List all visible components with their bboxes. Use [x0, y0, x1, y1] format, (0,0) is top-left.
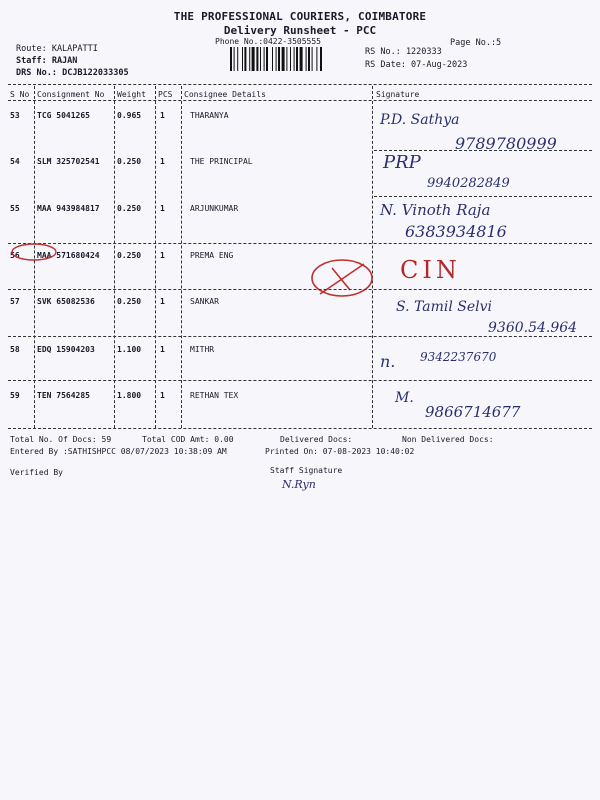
cell-consignee: ARJUNKUMAR [190, 204, 239, 213]
cell-consignee: THARANYA [190, 111, 229, 120]
drs-value: DCJB122033305 [62, 68, 129, 78]
row-rule [8, 289, 592, 290]
page-number: Page No.:5 [450, 38, 502, 48]
cell-consignee: MITHR [190, 345, 215, 354]
drs-label: DRS No.: [16, 68, 57, 78]
cell-sno: 58 [10, 345, 20, 354]
col-header-weight: Weight [117, 90, 146, 99]
non-delivered-docs: Non Delivered Docs: [402, 435, 494, 444]
document-title: Delivery Runsheet - PCC [223, 24, 377, 37]
signature-name: N. Vinoth Raja [380, 201, 491, 219]
staff: Staff: RAJAN [16, 56, 78, 66]
cell-consignee: THE PRINCIPAL [190, 157, 253, 166]
cell-consignment: TEN 7564285 [37, 391, 90, 400]
signature-rule [374, 150, 592, 151]
cell-consignee: SANKAR [190, 297, 219, 306]
cell-weight: 1.800 [117, 391, 142, 400]
table-header-rule [8, 100, 592, 101]
signature-rule [374, 196, 592, 197]
verified-by: Verified By [10, 468, 63, 477]
rs-date: RS Date: 07-Aug-2023 [365, 60, 468, 70]
cell-consignment: EDQ 15904203 [37, 345, 95, 354]
phone-number: Phone No.:0422-3505555 [215, 37, 321, 46]
cell-consignment: MAA 943984817 [37, 204, 100, 213]
delivered-docs: Delivered Docs: [280, 435, 353, 444]
signature-name: P.D. Sathya [380, 112, 460, 128]
cell-consignee: PREMA ENG [190, 251, 234, 260]
signature-phone: 9940282849 [427, 176, 510, 191]
cell-sno: 55 [10, 204, 20, 213]
cell-pcs: 1 [160, 157, 165, 166]
signature-phone: 9342237670 [420, 350, 497, 364]
signature-phone: 9789780999 [455, 134, 557, 153]
signature-phone: 9866714677 [425, 403, 521, 421]
col-header-consignee: Consignee Details [184, 90, 266, 99]
table-top-rule [8, 84, 592, 85]
cell-weight: 0.250 [117, 297, 142, 306]
col-separator [155, 86, 156, 428]
drs-number [16, 68, 129, 78]
red-circle-mark [8, 240, 60, 264]
total-cod: Total COD Amt: 0.00 [142, 435, 234, 444]
signature-name: CIN [400, 256, 461, 284]
cell-pcs: 1 [160, 345, 165, 354]
cell-weight: 0.250 [117, 251, 142, 260]
cell-weight: 0.250 [117, 204, 142, 213]
cell-consignment: SLM 325702541 [37, 157, 100, 166]
cell-pcs: 1 [160, 297, 165, 306]
table-bottom-rule [8, 428, 592, 429]
cell-pcs: 1 [160, 391, 165, 400]
cell-weight: 0.250 [117, 157, 142, 166]
route: Route: KALAPATTI [16, 44, 98, 54]
cell-pcs: 1 [160, 204, 165, 213]
signature-name: n. [380, 352, 396, 371]
cell-pcs: 1 [160, 111, 165, 120]
col-header-signature: Signature [376, 90, 420, 99]
row-rule [8, 380, 592, 381]
entered-by: Entered By :SATHISHPCC 08/07/2023 10:38:09 AM [10, 447, 227, 456]
crossed-circle-mark [306, 256, 378, 302]
cell-consignee: RETHAN TEX [190, 391, 239, 400]
cell-sno: 59 [10, 391, 20, 400]
total-docs: Total No. Of Docs: 59 [10, 435, 112, 444]
col-header-sno: S No [10, 90, 30, 99]
cell-weight: 1.100 [117, 345, 142, 354]
cell-sno: 57 [10, 297, 20, 306]
col-separator [114, 86, 115, 428]
staff-signature-mark: N.Ryn [282, 478, 316, 491]
signature-phone: 6383934816 [405, 222, 507, 241]
signature-phone: 9360.54.964 [488, 320, 578, 336]
col-header-pcs: PCS [158, 90, 173, 99]
signature-name: S. Tamil Selvi [396, 299, 493, 315]
signature-name: M. [395, 390, 414, 406]
cell-consignment: SVK 65082536 [37, 297, 95, 306]
col-separator [181, 86, 182, 428]
cell-sno: 54 [10, 157, 20, 166]
barcode [230, 47, 354, 71]
cell-weight: 0.965 [117, 111, 142, 120]
row-rule [8, 336, 592, 337]
cell-sno: 56 [10, 251, 20, 260]
cell-consignment: MAA 571680424 [37, 251, 100, 260]
staff-signature-label: Staff Signature [270, 466, 343, 475]
col-header-consignment: Consignment No [37, 90, 105, 99]
rs-number: RS No.: 1220333 [365, 47, 442, 57]
cell-sno: 53 [10, 111, 20, 120]
cell-pcs: 1 [160, 251, 165, 260]
row-rule [8, 243, 592, 244]
signature-name: PRP [383, 152, 421, 173]
printed-on: Printed On: 07-08-2023 10:40:02 [265, 447, 415, 456]
cell-consignment: TCG 5041265 [37, 111, 90, 120]
company-name: THE PROFESSIONAL COURIERS, COIMBATORE [173, 10, 427, 23]
